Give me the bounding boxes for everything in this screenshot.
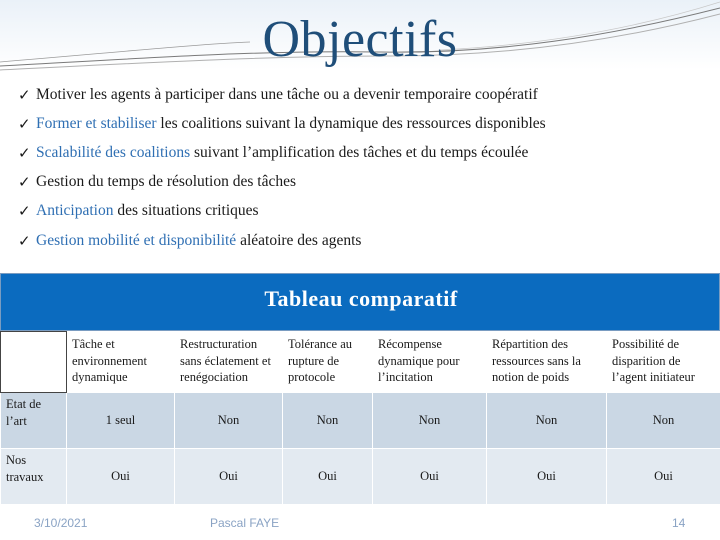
table-cell: Non xyxy=(607,393,720,449)
table-cell: Oui xyxy=(67,449,175,505)
bullet-highlight: Former et stabiliser xyxy=(36,114,157,132)
bullet-item xyxy=(18,168,718,197)
row-label: Etat de l’art xyxy=(1,393,67,449)
table-header-row xyxy=(1,332,720,393)
table-cell: 1 seul xyxy=(67,393,175,449)
bullet-text: les coalitions suivant la dynamique des ressources disponibles xyxy=(156,114,546,132)
page-title: Objectifs xyxy=(262,11,458,68)
bullet-text: aléatoire des agents xyxy=(236,231,362,249)
table-cell: Oui xyxy=(175,449,283,505)
column-header: Possibilité de disparition de l’agent initiateur xyxy=(607,332,720,393)
table-cell: Non xyxy=(373,393,487,449)
bullet-text: Gestion du temps de résolution des tâches xyxy=(36,173,297,191)
bullet-item xyxy=(18,138,718,167)
checkmark-icon: ✓ xyxy=(18,85,31,104)
bullet-highlight: Scalabilité des coalitions xyxy=(36,143,191,161)
table-cell: Oui xyxy=(283,449,373,505)
bullet-item xyxy=(18,226,718,255)
checkmark-icon: ✓ xyxy=(18,173,31,192)
row-label: Nos travaux xyxy=(1,449,67,505)
checkmark-icon: ✓ xyxy=(18,202,31,221)
checkmark-icon: ✓ xyxy=(18,114,31,133)
bullet-item xyxy=(18,80,718,109)
table-cell: Non xyxy=(175,393,283,449)
table-cell: Oui xyxy=(373,449,487,505)
table-cell: Oui xyxy=(487,449,607,505)
bullet-list xyxy=(18,80,718,255)
bullet-highlight: Gestion mobilité et disponibilité xyxy=(36,231,237,249)
column-header: Tâche et environnement dynamique xyxy=(67,332,175,393)
bullet-item xyxy=(18,197,718,226)
table-row xyxy=(1,449,720,505)
bullet-text: suivant l’amplification des tâches et du temps écoulée xyxy=(190,143,529,161)
column-header: Récompense dynamique pour l’incitation xyxy=(373,332,487,393)
bullet-item xyxy=(18,109,718,138)
table-cell: Non xyxy=(487,393,607,449)
table-row xyxy=(1,393,720,449)
table-cell: Non xyxy=(283,393,373,449)
bullet-highlight: Anticipation xyxy=(36,202,114,220)
table-title: Tableau comparatif xyxy=(264,286,458,311)
column-header: Tolérance au rupture de protocole xyxy=(283,332,373,393)
table-cell: Oui xyxy=(607,449,720,505)
comparison-table xyxy=(0,273,720,499)
bullet-text: Motiver les agents à participer dans une tâche ou a devenir temporaire coopératif xyxy=(36,85,538,103)
footer-date: 3/10/2021 xyxy=(34,516,88,530)
table-corner-cell xyxy=(1,332,67,393)
footer-author: Pascal FAYE xyxy=(210,516,280,530)
table-grid xyxy=(0,331,720,505)
column-header: Répartition des ressources sans la notion de poids xyxy=(487,332,607,393)
checkmark-icon: ✓ xyxy=(18,143,31,162)
checkmark-icon: ✓ xyxy=(18,231,31,250)
bullet-text: des situations critiques xyxy=(113,202,259,220)
column-header: Restructuration sans éclatement et renégociation xyxy=(175,332,283,393)
footer-page-number: 14 xyxy=(672,516,686,530)
table-header-bar xyxy=(0,273,720,331)
